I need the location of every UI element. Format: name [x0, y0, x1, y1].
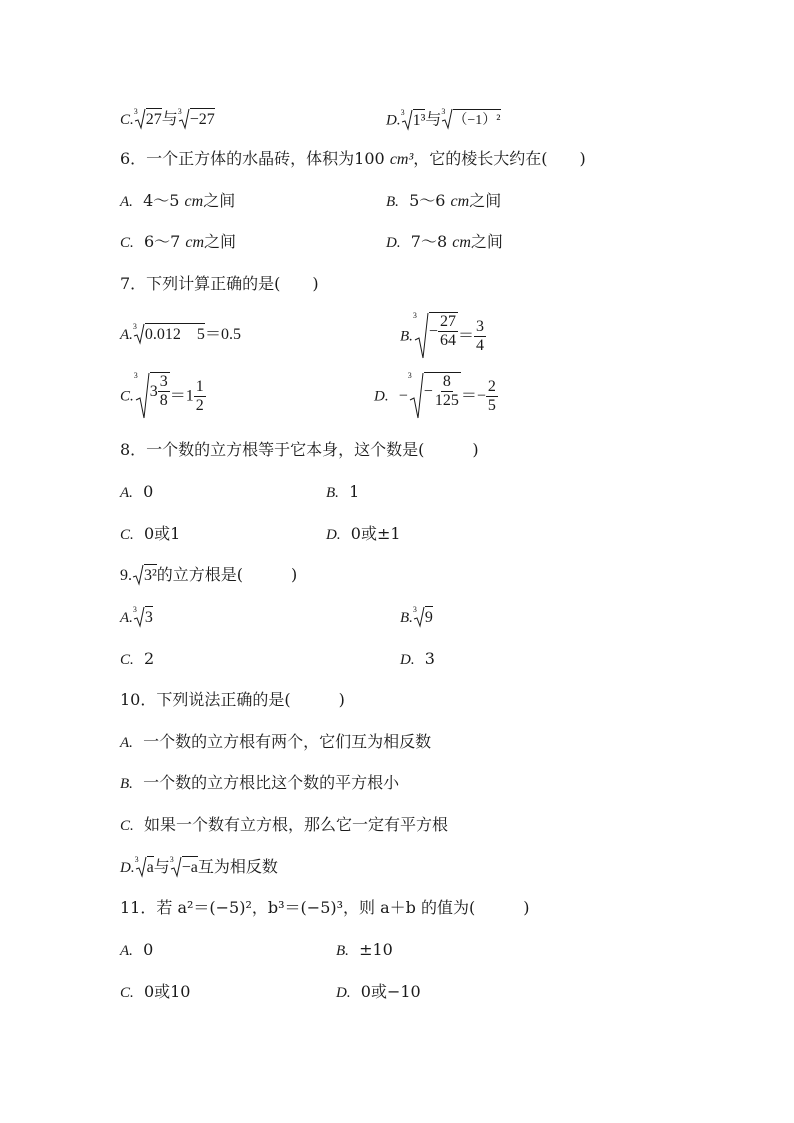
- q9-option-d: D. 3: [400, 649, 435, 668]
- q11-option-c: C. 0或10: [120, 982, 191, 1001]
- q10-stem: 10．下列说法正确的是( ): [120, 690, 345, 709]
- q11-option-a: A. 0: [120, 940, 154, 959]
- q7-option-c: C. 3 3 $\frac{3}{8}$ ＝1 $\frac{1}{2}$: [120, 372, 206, 420]
- q6-option-c: C. 6～7 cm之间: [120, 232, 237, 251]
- q5-option-d: D. 3 1³与 3 （−1）²: [386, 108, 501, 132]
- square-root: 3²: [132, 564, 157, 587]
- option-label: D.: [386, 112, 401, 129]
- q11-stem: 11．若 a²＝(−5)²，b³＝(−5)³，则 a＋b 的值为( ): [120, 898, 530, 917]
- q10-option-a: A. 一个数的立方根有两个，它们互为相反数: [120, 732, 432, 751]
- q11-option-d: D. 0或−10: [336, 982, 421, 1001]
- option-label: C.: [120, 112, 134, 128]
- q9-option-b: B. 3 9: [400, 606, 433, 629]
- q8-option-b: B. 1: [326, 482, 360, 501]
- cube-root: 3 − $\frac{8}{125}$: [408, 372, 461, 420]
- q10-option-c: C. 如果一个数有立方根，那么它一定有平方根: [120, 815, 448, 834]
- cube-root: 3 （−1）²: [441, 108, 500, 132]
- q7-option-b: B. 3 − $\frac{27}{64}$ ＝ $\frac{3}{4}$: [400, 312, 486, 360]
- q9-option-c: C. 2: [120, 649, 155, 668]
- q11-option-b: B. ±10: [336, 940, 393, 959]
- q7-option-a: A. 3 0.012 5＝0.5: [120, 323, 241, 346]
- q8-option-d: D. 0或±1: [326, 524, 401, 543]
- cube-root: 3 −27: [178, 108, 215, 131]
- q5-option-c: C. 3 27与 3 −27: [120, 108, 215, 131]
- q6-option-b: B. 5～6 cm之间: [386, 191, 502, 210]
- cube-root: 3 1³: [401, 109, 426, 132]
- q8-stem: 8．一个数的立方根等于它本身，这个数是( ): [120, 440, 479, 459]
- cube-root: 3 3: [133, 606, 153, 629]
- q7-option-d: D. − 3 − $\frac{8}{125}$ ＝− $\frac{2}{5}$: [374, 372, 498, 420]
- q8-option-a: A. 0: [120, 482, 154, 501]
- q9-stem: 9. 3²的立方根是( ): [120, 564, 297, 587]
- cube-root: 3 27: [134, 108, 162, 131]
- cube-root: 3 a: [135, 856, 154, 879]
- cube-root: 3 9: [413, 606, 433, 629]
- q9-option-a: A. 3 3: [120, 606, 153, 629]
- q6-option-a: A. 4～5 cm之间: [120, 191, 236, 210]
- cube-root: 3 −a: [170, 856, 198, 879]
- q10-option-d: D. 3 a与 3 −a互为相反数: [120, 856, 278, 879]
- q6-option-d: D. 7～8 cm之间: [386, 232, 503, 251]
- cube-root: 3 − $\frac{27}{64}$: [413, 312, 458, 360]
- cube-root: 3 0.012 5: [133, 323, 205, 346]
- q10-option-b: B. 一个数的立方根比这个数的平方根小: [120, 773, 400, 792]
- cube-root: 3 3 $\frac{3}{8}$: [134, 372, 170, 420]
- q6-stem: 6．一个正方体的水晶砖，体积为100 cm³，它的棱长大约在( ): [120, 149, 586, 168]
- q8-option-c: C. 0或1: [120, 524, 181, 543]
- q7-stem: 7．下列计算正确的是( ): [120, 274, 319, 293]
